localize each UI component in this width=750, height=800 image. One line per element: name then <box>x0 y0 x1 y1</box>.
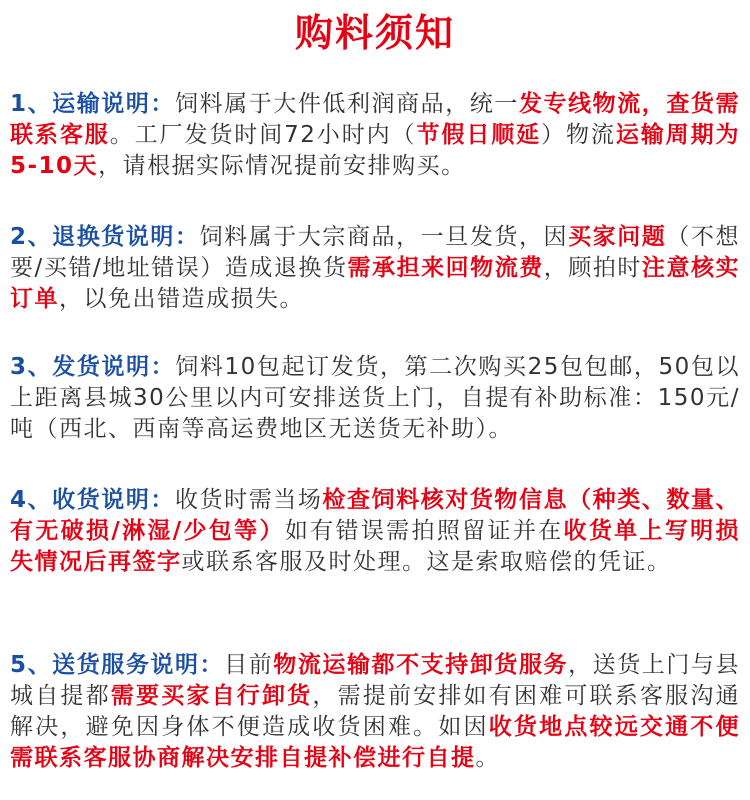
section-label: 1、运输说明： <box>10 91 175 117</box>
section-text: ，送货上门与县城自提都 <box>10 652 741 709</box>
section-label: 4、收货说明： <box>10 487 175 513</box>
section-text: 饲料属于大件低利润商品，统一 <box>174 91 519 117</box>
section-shipping <box>10 89 740 182</box>
section-delivery <box>10 352 740 445</box>
section-label: 3、发货说明： <box>10 354 176 380</box>
page-title: 购料须知 <box>294 11 455 55</box>
section-text: 如有错误需拍照留证并在 <box>284 518 564 544</box>
section-highlight: 检查饲料核对货物信息（种类、数量、有无破损/淋湿/少包等） <box>10 487 741 544</box>
section-text: （不想要/买错/地址错误）造成退换货 <box>10 224 741 281</box>
section-highlight: 发专线物流，查货需联系客服 <box>10 91 741 148</box>
section-highlight: 收货地点较远交通不便需联系客服协商解决安排自提补偿进行自提 <box>10 714 741 771</box>
section-highlight: 注意核实订单 <box>10 255 741 312</box>
section-unloading <box>10 650 740 774</box>
section-text: ，请根据实际情况提前安排购买。 <box>98 153 466 179</box>
section-text: 。工厂发货时间72小时内（ <box>109 122 417 148</box>
section-receiving <box>10 485 740 578</box>
section-text: ，需提前安排如有困难可联系客服沟通解决，避免因身体不便造成收货困难。如因 <box>10 683 741 740</box>
section-text: 。 <box>475 745 500 771</box>
section-text: 饲料10包起订发货，第二次购买25包包邮，50包以上距离县城30公里以内可安排送货上门，自提有补助标准：150元/吨（西北、西南等高运费地区无送货无补助）。 <box>10 354 740 442</box>
section-highlight: 节假日顺延 <box>416 122 542 148</box>
section-highlight: 收货单上写明损失情况后再签字 <box>10 518 741 575</box>
section-highlight: 需要买家自行卸货 <box>110 683 313 709</box>
section-text: 收货时需当场 <box>174 487 323 513</box>
section-highlight: 需承担来回物流费 <box>347 255 544 281</box>
section-highlight: 买家问题 <box>568 224 667 250</box>
section-highlight: 运输周期为5-10天 <box>10 122 741 179</box>
section-text: 或联系客服及时处理。这是索取赔偿的凭证。 <box>181 549 672 575</box>
section-returns <box>10 222 740 315</box>
section-text: 目前 <box>224 652 274 678</box>
section-highlight: 物流运输都不支持卸货服务 <box>273 652 569 678</box>
section-text: 饲料属于大宗商品，一旦发货，因 <box>199 224 569 250</box>
section-label: 2、退换货说明： <box>10 224 200 250</box>
section-text: ）物流 <box>541 122 616 148</box>
section-label: 5、送货服务说明： <box>10 652 225 678</box>
section-text: ，顾拍时 <box>543 255 642 281</box>
section-text: ，以免出错造成损失。 <box>59 286 304 312</box>
